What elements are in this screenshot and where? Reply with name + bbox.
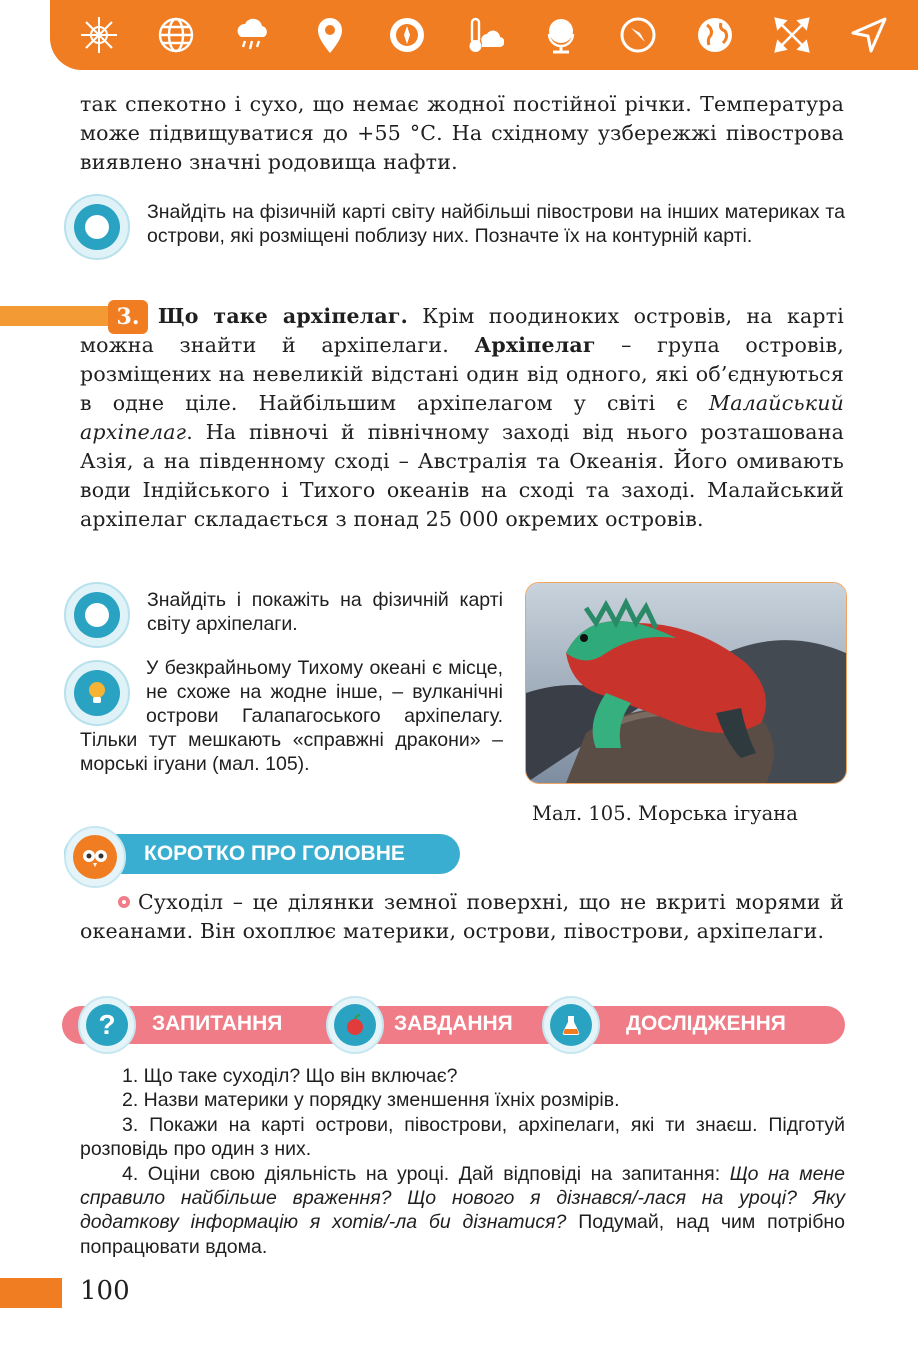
summary-text: Суходіл – це ділянки земної поверхні, що не вкриті морями й океанами. Він охоплює материки, острови, півострови, архіпелаги. bbox=[80, 890, 844, 943]
owl-badge bbox=[64, 826, 126, 888]
iguana-photo bbox=[525, 582, 847, 784]
map-task-badge bbox=[64, 582, 130, 648]
research-label: ДОСЛІДЖЕННЯ bbox=[626, 1012, 786, 1035]
question-mark-icon: ? bbox=[86, 1004, 128, 1046]
question-item bbox=[80, 1162, 845, 1260]
apple-icon bbox=[343, 1013, 367, 1037]
apple-badge bbox=[326, 996, 384, 1054]
task-paragraph: Знайдіть і покажіть на фізичній карті світу архіпелаги. bbox=[147, 589, 503, 635]
questions-label: ЗАПИТАННЯ bbox=[152, 1012, 283, 1035]
compass-needle-icon bbox=[618, 15, 658, 55]
float-spacer bbox=[80, 656, 146, 726]
question-italic: Що на мене справило найбільше враження? Що нового я дізнався/-лася на уроці? Яку додаткову інформацію я хотів/-ла би дізнатися? bbox=[80, 1162, 845, 1234]
question-item: 2. Назви материки у порядку зменшення їхніх розмірів. bbox=[122, 1089, 620, 1112]
summary-paragraph bbox=[80, 888, 844, 946]
globe-icon bbox=[695, 15, 735, 55]
compass-rose-icon bbox=[79, 15, 119, 55]
task-paragraph: Знайдіть на фізичній карті світу найбільші півострови на інших материках та острови, які розміщені поблизу них. Позначте їх на контурній карті. bbox=[147, 201, 845, 247]
question-item: 3. Покажи на карті острови, півострови, архіпелаги, які ти знаєш. Підготуй розповідь про один з них. bbox=[80, 1113, 845, 1161]
term-malay-archipelago: Малайський архіпелаг bbox=[80, 391, 844, 444]
compass-icon bbox=[387, 15, 427, 55]
summary-title: КОРОТКО ПРО ГОЛОВНЕ bbox=[144, 842, 405, 865]
question-item: 1. Що таке суходіл? Що він включає? bbox=[122, 1065, 458, 1087]
section-heading: Що таке архіпелаг. bbox=[158, 304, 409, 328]
page-number-tab bbox=[0, 1278, 62, 1308]
section-number: 3. bbox=[108, 300, 148, 334]
compass-icon bbox=[82, 212, 112, 242]
arrows-cross-icon bbox=[772, 15, 812, 55]
section-text: . На півночі й північному заході від нього розташована Азія, а на південному сході – Австралія та Океанія. Його омивають води Індійського і Тихого океанів на сході та заході. Малайський архіпелаг складається з понад 25 000 окремих островів. bbox=[80, 420, 844, 531]
section-text: Крім поодиноких островів, на карті можна знайти й архіпелаги. bbox=[80, 304, 844, 357]
bullet-icon bbox=[118, 896, 130, 908]
compass-icon bbox=[82, 600, 112, 630]
fact-text: У безкрайньому Тихому океані є місце, не схоже на жодне інше, – вулканічні острови Галапагоського архіпелагу. Тільки тут мешкають «справжні дракони» – морські ігуани (мал. 105). bbox=[80, 657, 503, 775]
desk-globe-icon bbox=[541, 15, 581, 55]
section-text: – група островів, розміщених на невеликій відстані один від одного, які об’єднуються в одне ціле. Найбільшим архіпелагом у світі є bbox=[80, 333, 844, 415]
question-badge bbox=[78, 996, 136, 1054]
thermometer-cloud-icon bbox=[464, 15, 504, 55]
globe-grid-icon bbox=[156, 15, 196, 55]
question-text: 4. Оціни свою діяльність на уроці. Дай відповіді на запитання: bbox=[122, 1162, 730, 1185]
navigation-arrow-icon bbox=[849, 15, 889, 55]
map-pin-icon bbox=[310, 15, 350, 55]
flask-icon bbox=[559, 1013, 583, 1037]
section-paragraph bbox=[80, 302, 844, 534]
iguana-illustration bbox=[526, 583, 846, 783]
fact-paragraph bbox=[80, 656, 503, 776]
intro-paragraph: так спекотно і сухо, що немає жодної постійної річки. Температура може підвищуватися до +55 °С. На східному узбережжі півострова виявлено значні родовища нафти. bbox=[80, 92, 844, 174]
map-task-badge bbox=[64, 194, 130, 260]
header-icon-bar bbox=[50, 0, 918, 70]
page-number: 100 bbox=[80, 1276, 130, 1306]
questions-list bbox=[80, 1064, 845, 1259]
question-text: Подумай, над чим потрібно попрацювати вдома. bbox=[80, 1211, 845, 1258]
rain-cloud-icon bbox=[233, 15, 273, 55]
tasks-label: ЗАВДАННЯ bbox=[394, 1012, 513, 1035]
flask-badge bbox=[542, 996, 600, 1054]
owl-icon bbox=[79, 841, 111, 873]
figure-caption: Мал. 105. Морська ігуана bbox=[532, 802, 798, 825]
term-archipelago: Архіпелаг bbox=[474, 333, 596, 357]
